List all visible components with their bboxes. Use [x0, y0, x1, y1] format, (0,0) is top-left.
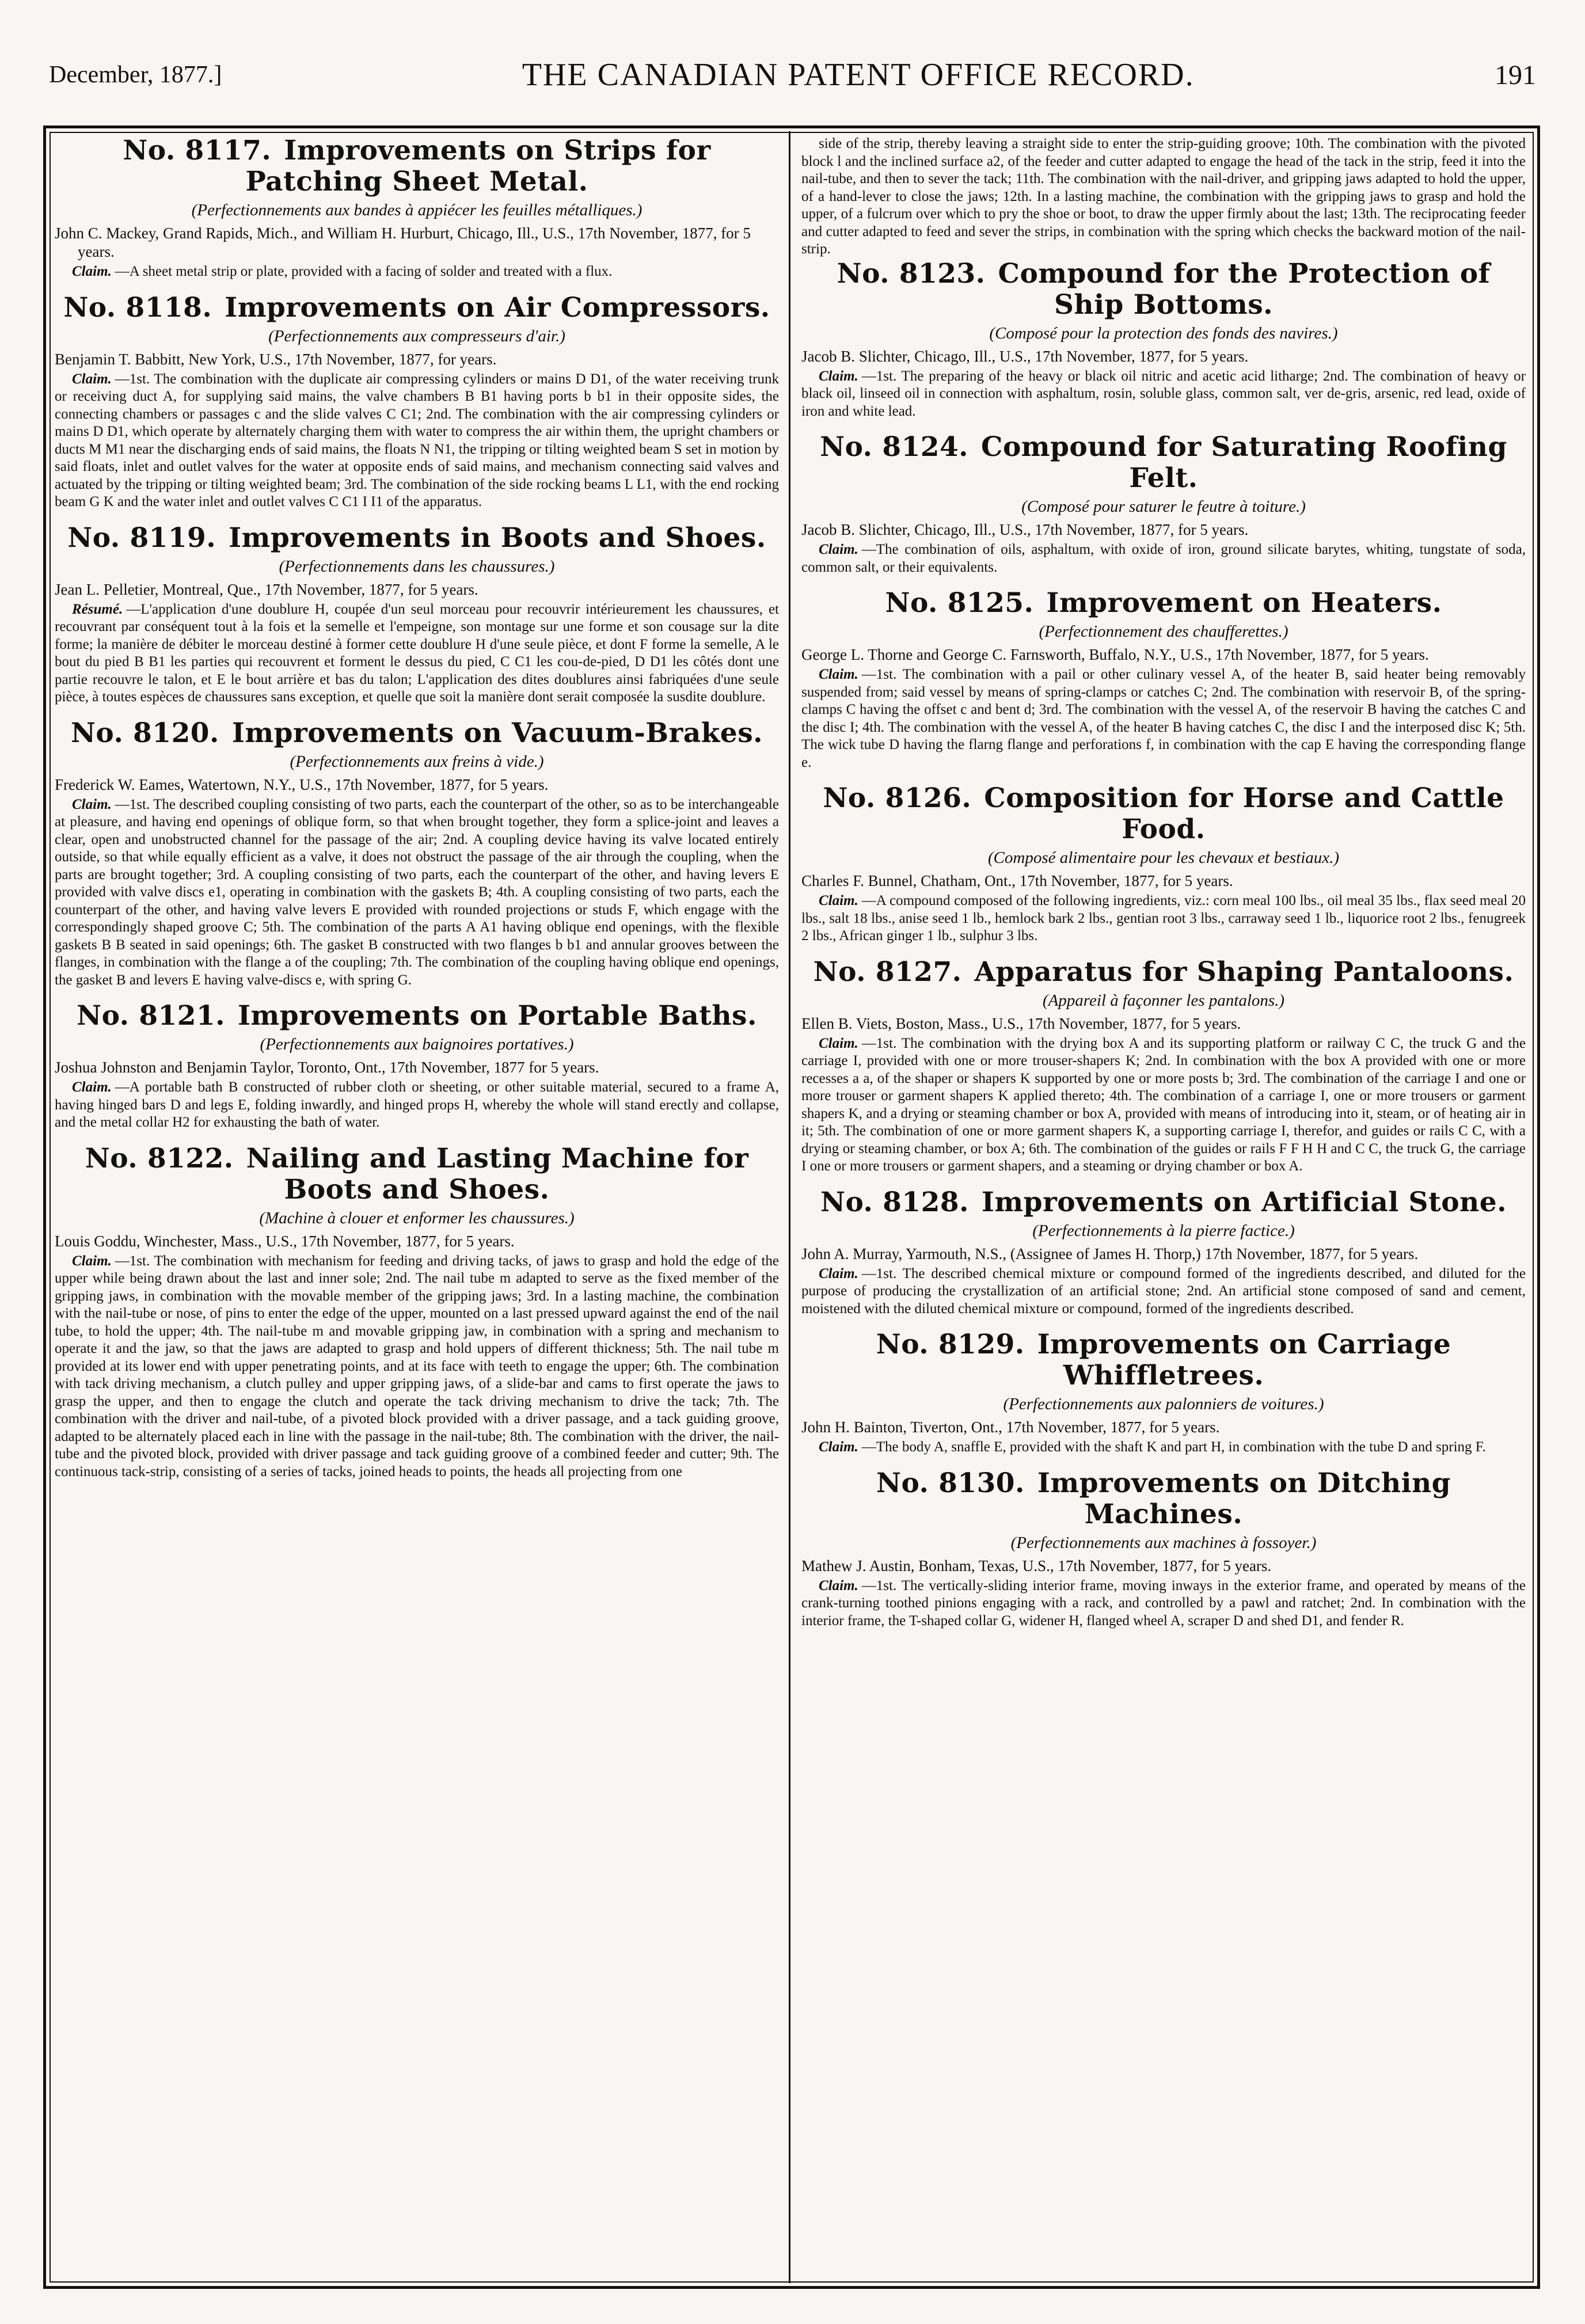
french-title: (Perfectionnements aux freins à vide.) — [290, 752, 544, 771]
claim-text: —1st. The described coupling consisting of two parts, each the counterpart of the other, so as to be interchangeable at pleasure, and having end openings of oblique form, so that when brought together, they form a splice-joint and leaves a clear, open and unobstructed channel for the passage of the air; 2nd. A coupling device having its valve located entirely outside, so that while equally efficient as a valve, it does not obstruct the passage of the air through the coupling, when the parts are brought together; 3rd. A coupling consisting of two parts, each the counterpart of the other, and having levers E provided with valve discs e1, operating in combination with the gaskets B; 4th. A coupling consisting of two parts, each the counterpart of the other, and having valve levers E provided with rounded projections or studs F, which engage with the correspondingly shaped groove C; 5th. The combination of the parts A A1 having oblique end openings, with the flexible gaskets B B seated in said openings; 6th. The gasket B constructed with two flanges b b1 and annular grooves between the flanges, in combination with the flange a of the coupling; 7th. The combination of the coupling having oblique end openings, the gasket B and levers E having valve-discs e, with spring G. — [55, 796, 779, 988]
claim-paragraph — [801, 666, 1526, 771]
patent-title: Improvement on Heaters. — [1046, 587, 1442, 619]
entry-heading — [801, 1187, 1526, 1218]
claim-paragraph — [55, 263, 779, 281]
patent-entry — [801, 432, 1526, 576]
claim-paragraph — [801, 1439, 1526, 1456]
claim-label: Claim. — [819, 667, 858, 682]
claim-paragraph — [801, 368, 1526, 421]
claim-label: Résumé. — [72, 601, 123, 617]
patent-title: Improvements on Vacuum-Brakes. — [231, 717, 763, 749]
inventor-line: Jacob B. Slichter, Chicago, Ill., U.S., 17th November, 1877, for 5 years. — [801, 521, 1249, 538]
patent-entry — [55, 1001, 779, 1132]
patent-number: No. 8127. — [813, 956, 962, 988]
french-title: (Perfectionnement des chaufferettes.) — [1039, 622, 1288, 641]
inventor-line: John H. Bainton, Tiverton, Ont., 17th November, 1877, for 5 years. — [801, 1418, 1220, 1436]
claim-label: Claim. — [819, 1577, 858, 1593]
french-title: (Perfectionnements dans les chaussures.) — [279, 557, 555, 576]
claim-text: —The combination of oils, asphaltum, with oxide of iron, ground silicate barytes, whiting, tungstate of soda, common salt, or their equivalents. — [801, 542, 1526, 575]
claim-label: Claim. — [819, 1035, 858, 1051]
patent-number: No. 8125. — [885, 587, 1034, 619]
patent-entry — [55, 292, 779, 511]
inventor-line: John C. Mackey, Grand Rapids, Mich., and William H. Hurburt, Chicago, Ill., U.S., 17th November, 1877, for 5 years. — [55, 225, 751, 260]
entry-heading — [801, 957, 1526, 988]
patent-entry — [55, 718, 779, 990]
claim-label: Claim. — [72, 264, 112, 279]
patent-entry — [801, 957, 1526, 1176]
french-title: (Perfectionnements aux machines à fossoyer.) — [1010, 1533, 1317, 1552]
right-column — [801, 135, 1526, 2277]
claim-text: —1st. The combination with the drying box A and its supporting platform or railway C C, the truck G and the carriage I, provided with one or more trouser-shapers K; 2nd. In combination with the box A provided with one or more recesses a a, of the shaper or shapers K supported by one or more posts b; 3rd. The combination of the carriage I and one or more trouser or garment shapers K applied thereto; 4th. The combination of a carriage I, one or more trousers or garment shapers K, and a drying or steaming chamber or box A, provided with means of introducing into it, steam, or of heating air in it; 5th. The combination of one or more garment shapers K, a supporting carriage I, therefor, and guides or rails C C, with a drying or steaming chamber, or box A; 6th. The combination of the guides or rails F F H H and C C, the truck G, the carriage I one or more trousers or garment shapers, and a steaming or drying chamber or box A. — [801, 1035, 1526, 1174]
claim-paragraph — [801, 541, 1526, 576]
claim-paragraph — [801, 1035, 1526, 1176]
patent-entry — [801, 588, 1526, 771]
entry-heading — [55, 1143, 779, 1205]
patent-number: No. 8130. — [876, 1467, 1025, 1499]
patent-number: No. 8121. — [77, 1000, 226, 1032]
claim-paragraph — [55, 1253, 779, 1481]
claim-paragraph — [801, 1577, 1526, 1630]
issue-date: December, 1877.] — [49, 62, 222, 88]
patent-number: No. 8128. — [820, 1186, 969, 1218]
french-title: (Perfectionnements à la pierre factice.) — [1032, 1221, 1295, 1240]
continued-claim-text: side of the strip, thereby leaving a straight side to enter the strip-guiding groove; 10th. The combination with the pivoted block l and the inclined surface a2, of the feeder and cutter adapted to engage the head of the tack in the strip, feed it into the nail-tube, and then to sever the tack; 11th. The combination with the nail-driver, and gripping jaws adapted to hold the upper, of a hand-lever to close the jaws; 12th. In a lasting machine, the combination with the gripping jaws to grasp and hold the upper, of a fulcrum over which to pry the shoe or boot, to draw the upper firmly about the last; 13th. The reciprocating feeder and cutter adapted to feed and sever the strips, in combination with the spring which checks the backward motion of the nail-strip. — [801, 136, 1526, 257]
claim-label: Claim. — [819, 1265, 858, 1281]
patent-number: No. 8119. — [67, 522, 216, 554]
entry-heading — [801, 1329, 1526, 1391]
patent-number: No. 8118. — [63, 291, 212, 324]
claim-label: Claim. — [72, 1079, 112, 1095]
claim-label: Claim. — [72, 371, 112, 387]
patent-entry — [55, 523, 779, 706]
patent-entry — [801, 258, 1526, 421]
claim-label: Claim. — [819, 893, 858, 908]
patent-title: Improvements on Ditching Machines. — [1037, 1467, 1451, 1530]
inventor-line: George L. Thorne and George C. Farnsworth, Buffalo, N.Y., U.S., 17th November, 1877, for 5 years. — [801, 646, 1429, 663]
claim-text: —1st. The vertically-sliding interior frame, moving inways in the exterior frame, and operated by means of the crank-turning toothed pinions engaging with a rack, and controlled by a pawl and ratchet; 2nd. In combination with the interior frame, the T-shaped collar G, widener H, flanged wheel A, scraper D and shed D1, and fender R. — [801, 1577, 1526, 1629]
claim-text: —1st. The combination with mechanism for feeding and driving tacks, of jaws to grasp and hold the edge of the upper while being drawn about the last and inner sole; 2nd. The nail tube m adapted to serve as the fixed member of the gripping jaws, in combination with the movable member of the gripping jaws; 3rd. In a lasting machine, the combination with the nail-tube or nose, of pins to enter the edge of the upper, mounted on a last pressed upward against the end of the nail tube, to hold the upper; 4th. The nail-tube m and movable gripping jaw, in combination with a spring and mechanism to operate it and the jaw, so that the jaws are adapted to grasp and hold uppers of different thickness; 5th. The nail tube m provided at its lower end with upper penetrating points, and at its face with teeth to engage the upper; 6th. The combination with tack driving mechanism, a clutch pulley and upper gripping jaws, of a slide-bar and cams to first operate the jaws to grasp the upper, and then to engage the clutch and operate the tack driving mechanism to drive the tack; 7th. The combination with the driver and nail-tube, of a pivoted block provided with a driver passage, and a tack guiding groove, adapted to be alternately placed each in line with the passage in the nail-tube; 8th. The combination with the driver, the nail-tube and the pivoted block, provided with driver passage and tack guiding groove of a combined feeder and cutter; 9th. The continuous tack-strip, consisting of a series of tacks, joined heads to points, the heads all projecting from one — [55, 1253, 779, 1479]
claim-text: —A sheet metal strip or plate, provided with a facing of solder and treated with a flux. — [115, 264, 613, 279]
claim-text: —1st. The described chemical mixture or compound formed of the ingredients described, and diluted for the purpose of producing the crystallization of an artificial stone; 2nd. An artificial stone composed of sand and cement, moistened with the diluted chemical mixture or compound, formed of the ingredients described. — [801, 1265, 1526, 1317]
claim-paragraph — [801, 1265, 1526, 1318]
running-head — [49, 55, 1536, 95]
patent-title: Compound for the Protection of Ship Bottoms. — [998, 257, 1491, 321]
patent-title: Compound for Saturating Roofing Felt. — [981, 431, 1507, 494]
patent-title: Improvements on Carriage Whiffletrees. — [1037, 1329, 1451, 1391]
entry-heading — [55, 718, 779, 749]
french-title: (Perfectionnements aux baignoires portatives.) — [260, 1035, 574, 1053]
patent-title: Nailing and Lasting Machine for Boots and Shoes. — [246, 1142, 749, 1205]
patent-title: Improvements on Artificial Stone. — [981, 1186, 1507, 1218]
patent-entry — [55, 1143, 779, 1481]
patent-title: Apparatus for Shaping Pantaloons. — [974, 956, 1514, 988]
patent-number: No. 8120. — [70, 717, 219, 749]
entry-heading — [801, 1468, 1526, 1530]
french-title: (Machine à clouer et enformer les chaussures.) — [259, 1208, 575, 1227]
patent-entry — [55, 135, 779, 281]
patent-entry — [801, 1468, 1526, 1630]
claim-text: —A compound composed of the following ingredients, viz.: corn meal 100 lbs., oil meal 35 lbs., flax seed meal 20 lbs., salt 18 lbs., anise seed 1 lb., hemlock bark 2 lbs., gentian root 3 lbs., carraway seed 1 lb., liquorice root 2 lbs., fenugreek 2 lbs., African ginger 1 lb., sulphur 3 lbs. — [801, 893, 1526, 944]
patent-number: No. 8129. — [876, 1329, 1025, 1360]
claim-paragraph — [55, 371, 779, 511]
claim-label: Claim. — [819, 368, 858, 384]
patent-title: Composition for Horse and Cattle Food. — [984, 782, 1504, 845]
french-title: (Composé pour saturer le feutre à toiture.) — [1021, 497, 1306, 516]
patent-entry — [801, 783, 1526, 945]
claim-paragraph — [55, 601, 779, 706]
inventor-line: Jacob B. Slichter, Chicago, Ill., U.S., 17th November, 1877, for 5 years. — [801, 347, 1249, 365]
inventor-line: Charles F. Bunnel, Chatham, Ont., 17th November, 1877, for 5 years. — [801, 872, 1233, 889]
claim-label: Claim. — [819, 542, 858, 557]
claim-text: —L'application d'une doublure H, coupée d'un seul morceau pour recouvrir intérieurement les chaussures, et recouvrant par conséquent tout à la fois et la semelle et l'empeigne, son montage sur une forme et son cousage sur la dite forme; la manière de débiter le morceau destiné à former cette doublure H d'une seule pièce, et dont F forme la semelle, A le bout du pied B B1 les parties qui recouvrent et forment le dessus du pied, C C1 les cou-de-pied, D D1 les côtés dont une partie recouvre le talon, et E le bout arrière et bas du talon; L'application des dites doublures ainsi fabriquées d'une seule pièce, à toutes espèces de chaussures sans exception, et quelle que soit la manière dont serait composée la susdite doublure. — [55, 601, 779, 705]
patent-number: No. 8122. — [85, 1142, 234, 1174]
patent-title: Improvements on Portable Baths. — [238, 1000, 757, 1032]
patent-entry — [801, 1187, 1526, 1318]
patent-title: Improvements on Strips for Patching Sheet Metal. — [245, 135, 711, 197]
inventor-line: Joshua Johnston and Benjamin Taylor, Toronto, Ont., 17th November, 1877 for 5 years. — [55, 1059, 599, 1076]
inventor-line: Ellen B. Viets, Boston, Mass., U.S., 17th November, 1877, for 5 years. — [801, 1014, 1241, 1032]
entry-heading — [801, 588, 1526, 619]
inventor-line: Frederick W. Eames, Watertown, N.Y., U.S., 17th November, 1877, for 5 years. — [55, 775, 549, 793]
claim-text: —1st. The preparing of the heavy or black oil nitric and acetic acid litharge; 2nd. The combination of heavy or black oil, linseed oil in connection with asphaltum, rosin, soluble glass, common salt, ver de-gris, arsenic, red lead, oxide of iron and white lead. — [801, 368, 1526, 419]
patent-number: No. 8123. — [837, 257, 986, 290]
entry-heading — [801, 783, 1526, 845]
page-number: 191 — [1494, 59, 1536, 90]
french-title: (Composé pour la protection des fonds des navires.) — [989, 324, 1338, 343]
inventor-line: Mathew J. Austin, Bonham, Texas, U.S., 17th November, 1877, for 5 years. — [801, 1557, 1272, 1574]
patent-number: No. 8124. — [820, 431, 969, 463]
french-title: (Perfectionnements aux bandes à appiécer les feuilles métalliques.) — [191, 201, 643, 219]
french-title: (Perfectionnements aux compresseurs d'air.) — [268, 326, 565, 345]
patent-number: No. 8117. — [123, 135, 272, 166]
french-title: (Appareil à façonner les pantalons.) — [1042, 991, 1285, 1010]
claim-paragraph — [55, 796, 779, 990]
inventor-line: Jean L. Pelletier, Montreal, Que., 17th November, 1877, for 5 years. — [55, 580, 478, 598]
patent-number: No. 8126. — [823, 782, 972, 814]
claim-text: —A portable bath B constructed of rubber cloth or sheeting, or other suitable material, secured to a frame A, having hinged bars D and legs E, folding inwardly, and hinged props H, whereby the whole will stand erectly and collapse, and the metal collar H2 for exhausting the bath of water. — [55, 1079, 779, 1130]
claim-text: —1st. The combination with a pail or other culinary vessel A, of the heater B, said heater being removably suspended from; said vessel by means of spring-clamps or catches C; 2nd. The combination with reservoir B, of the spring-clamps C having the offset c and bent d; 3rd. The combination with the vessel A, of the reservoir B having the catches C and the disc I; 4th. The combination with the vessel A, of the heater B having catches C, the disc I and the interposed disc K; 5th. The wick tube D having the flarng flange and perforations f, in combination with the cap E having the corresponding flange e. — [801, 667, 1526, 770]
patent-title: Improvements in Boots and Shoes. — [229, 522, 766, 554]
inventor-line: Benjamin T. Babbitt, New York, U.S., 17th November, 1877, for years. — [55, 350, 497, 368]
claim-paragraph — [55, 1079, 779, 1132]
claim-label: Claim. — [72, 1253, 112, 1269]
entry-heading — [55, 292, 779, 324]
claim-text: —1st. The combination with the duplicate air compressing cylinders or mains D D1, of the water receiving trunk or receiving duct A, for supplying said mains, the valve chambers B B1 having ports b b1 in their opposite sides, the connecting chambers or passages c and the slide valves C C1; 2nd. The combination with the air compressing cylinders or mains D D1, which operate by alternately charging them with water to compress the air within them, the upright chambers or ducts M M1 near the discharging ends of said mains, the floats N N1, the tripping or tilting weighted beam S set in motion by said floats, inlet and outlet valves for the water at opposite ends of said mains, and mechanism connecting said valves and actuated by the tripping or tilting weighted beam; 3rd. The combination of the side rocking beams L L1, with the end rocking beam G K and the water inlet and outlet valves C C1 I I1 of the apparatus. — [55, 371, 779, 509]
patent-title: Improvements on Air Compressors. — [225, 291, 770, 324]
column-divider — [789, 131, 790, 2283]
claim-text: —The body A, snaffle E, provided with the shaft K and part H, in combination with the tube D and spring F. — [861, 1439, 1486, 1455]
inventor-line: Louis Goddu, Winchester, Mass., U.S., 17th November, 1877, for 5 years. — [55, 1232, 515, 1250]
entry-heading — [801, 432, 1526, 494]
claim-paragraph — [801, 892, 1526, 945]
publication-title: THE CANADIAN PATENT OFFICE RECORD. — [522, 57, 1195, 93]
entry-heading — [801, 258, 1526, 321]
entry-heading — [55, 135, 779, 197]
claim-label: Claim. — [72, 796, 112, 812]
french-title: (Composé alimentaire pour les chevaux et bestiaux.) — [987, 849, 1340, 867]
left-column — [55, 135, 779, 2277]
inventor-line: John A. Murray, Yarmouth, N.S., (Assignee of James H. Thorp,) 17th November, 1877, for 5 years. — [801, 1245, 1419, 1262]
claim-label: Claim. — [819, 1439, 858, 1455]
entry-heading — [55, 1001, 779, 1032]
patent-entry — [801, 1329, 1526, 1456]
entry-heading — [55, 523, 779, 554]
french-title: (Perfectionnements aux palonniers de voitures.) — [1003, 1395, 1324, 1413]
